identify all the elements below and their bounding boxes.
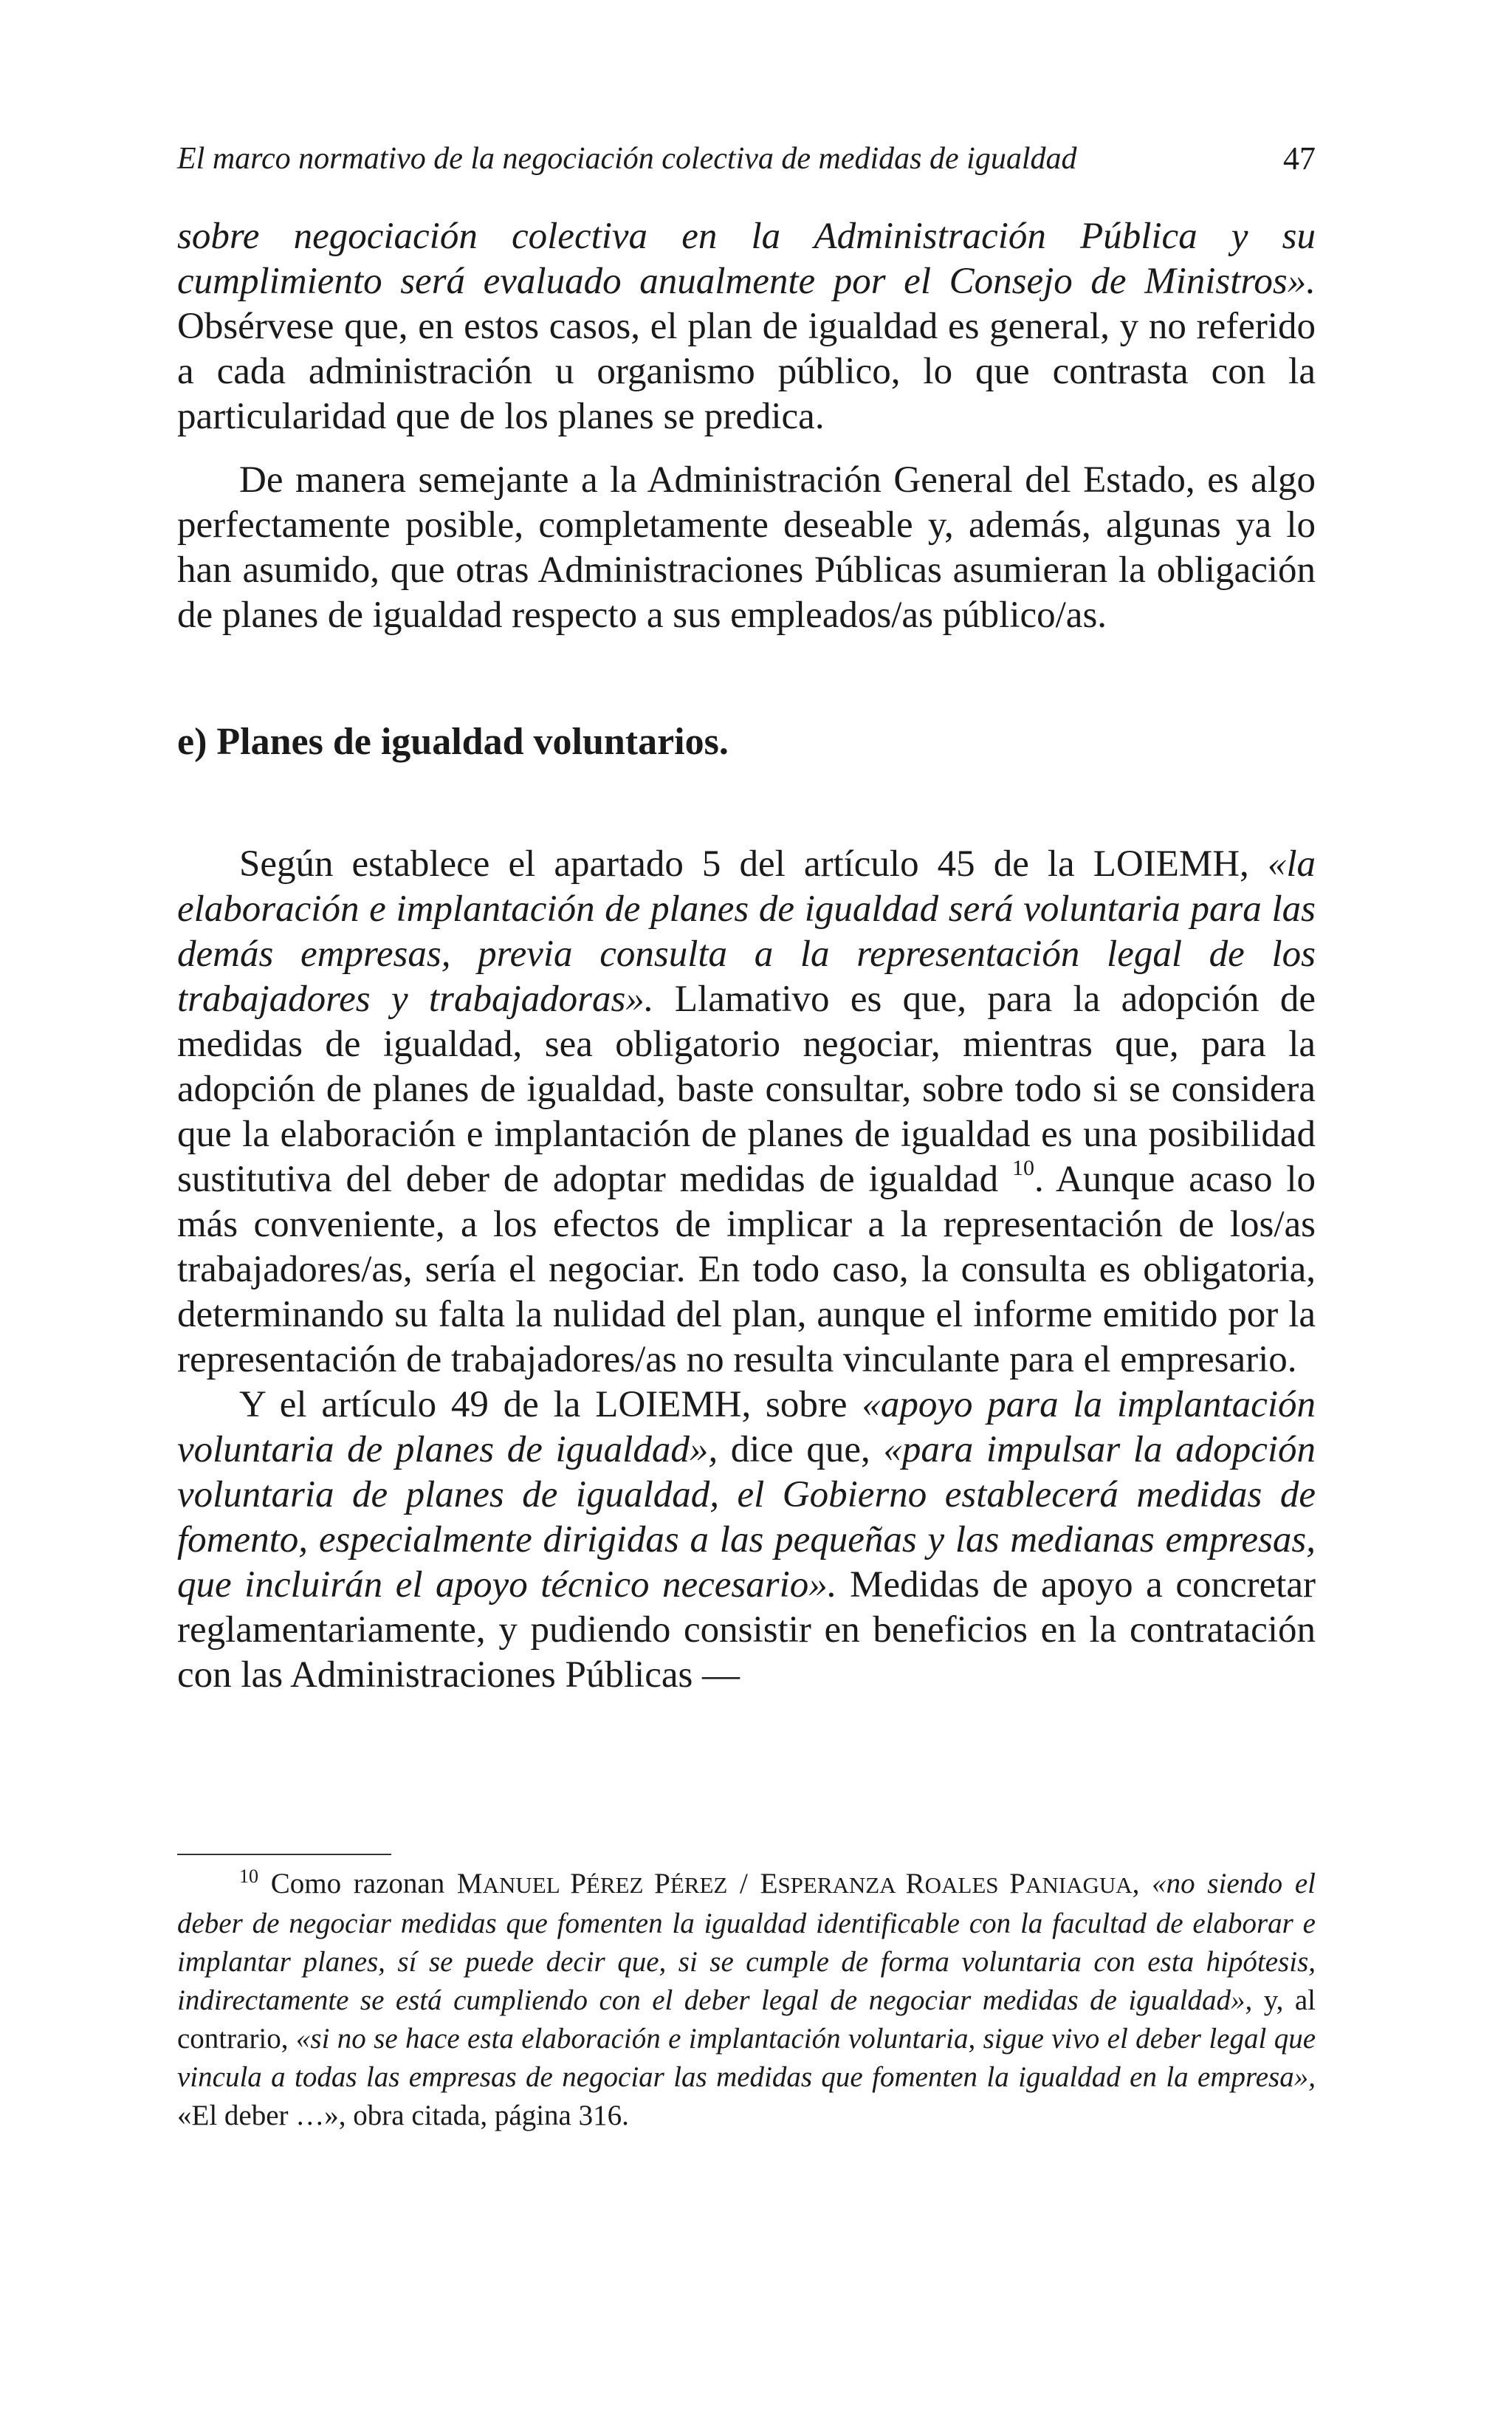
paragraph-4-text: Medidas de apoyo a concretar reglamentariamente, y pudiendo consistir en beneficios en la contratación con las Administraciones Públicas — (177, 1564, 1316, 1696)
paragraph-3-text-a: Llamativo es que, para la adopción de medidas de igualdad, sea obligatorio negociar, mientras que, para la adopción de planes de igualdad, baste consultar, sobre todo si se considera que la elaboración e implantación de planes de igualdad es una posibilidad sustitutiva del deber de adoptar medidas de igualdad (177, 979, 1316, 1200)
footnote-quote-a: «no siendo el deber de negociar medidas que fomenten la igualdad identificable con la facultad de elaborar e implantar planes, sí se puede decir que, si se cumple de forma voluntaria con esta hipótesis, indirectamente se está cumpliendo con el deber legal de negociar medidas de igualdad», (177, 1868, 1316, 2016)
paragraph-1 (177, 214, 1316, 439)
paragraph-3-text-b: . Aunque acaso lo más conveniente, a los efectos de implicar a la representación de los/as trabajadores/as, sería el negociar. En todo caso, la consulta es obligatoria, determinando su falta la nulidad del plan, aunque el informe emitido por la representación de trabajadores/as no resulta vinculante para el empresario. (177, 1159, 1316, 1380)
page-number: 47 (1283, 140, 1316, 177)
paragraph-1-quote: sobre negociación colectiva en la Administración Pública y su cumplimiento será evaluado anualmente por el Consejo de Ministros». (177, 216, 1316, 302)
footnote-10 (177, 1865, 1316, 2135)
footnote-reference[interactable]: 10 (1012, 1156, 1035, 1180)
paragraph-4-quote-a: «apoyo para la implantación voluntaria de planes de igualdad», (177, 1384, 1316, 1470)
paragraph-4-lead: Y el artículo 49 de la LOIEMH, sobre (239, 1384, 862, 1425)
running-head (177, 133, 1316, 185)
body-text (177, 214, 1316, 1698)
footnote-quote-b: «si no se hace esta elaboración e implantación voluntaria, sigue vivo el deber legal que vincula a todas las empresas de negociar las medidas que fomenten la igualdad en la empresa», (177, 2023, 1316, 2093)
footnote-divider (177, 1854, 391, 1855)
footnote-lead: Como razonan (258, 1868, 457, 1899)
section-heading: e) Planes de igualdad voluntarios. (177, 721, 729, 763)
paragraph-3 (177, 842, 1316, 1383)
paragraph-3-quote: «la elaboración e implantación de planes de igualdad será voluntaria para las demás empresas, previa consulta a la representación legal de los trabajadores y trabajadoras». (177, 843, 1316, 1020)
footnote-mid: y, al contrario, (177, 1984, 1316, 2055)
footnote-author-separator: / (727, 1868, 760, 1899)
footnote-number: 10 (239, 1865, 258, 1887)
footnote-tail: «El deber …», obra citada, página 316. (177, 2100, 629, 2131)
paragraph-4 (177, 1383, 1316, 1698)
paragraph-4-quote-b: «para impulsar la adopción voluntaria de planes de igualdad, el Gobierno establecerá medidas de fomento, especialmente dirigidas a las pequeñas y las medianas empresas, que incluirán el apoyo técnico necesario». (177, 1429, 1316, 1606)
paragraph-2: De manera semejante a la Administración General del Estado, es algo perfectamente posible, completamente deseable y, además, algunas ya lo han asumido, que otras Administraciones Públicas asumieran la obligación de planes de igualdad respecto a sus empleados/as público/as. (177, 459, 1316, 636)
running-title: El marco normativo de la negociación colectiva de medidas de igualdad (177, 142, 1077, 176)
footnote-author-1: MANUEL PÉREZ PÉREZ (456, 1868, 728, 1899)
paragraph-4-mid: dice que, (718, 1429, 884, 1470)
paragraph-1-text: Obsérvese que, en estos casos, el plan de igualdad es general, y no referido a cada administración u organismo público, lo que contrasta con la particularidad que de los planes se predica. (177, 306, 1316, 437)
footnote-author-2: ESPERANZA ROALES PANIAGUA (760, 1868, 1133, 1899)
paragraph-3-lead: Según establece el apartado 5 del artículo 45 de la LOIEMH, (239, 843, 1268, 885)
footnote-comma: , (1132, 1868, 1152, 1899)
footnote (177, 1865, 1316, 2135)
